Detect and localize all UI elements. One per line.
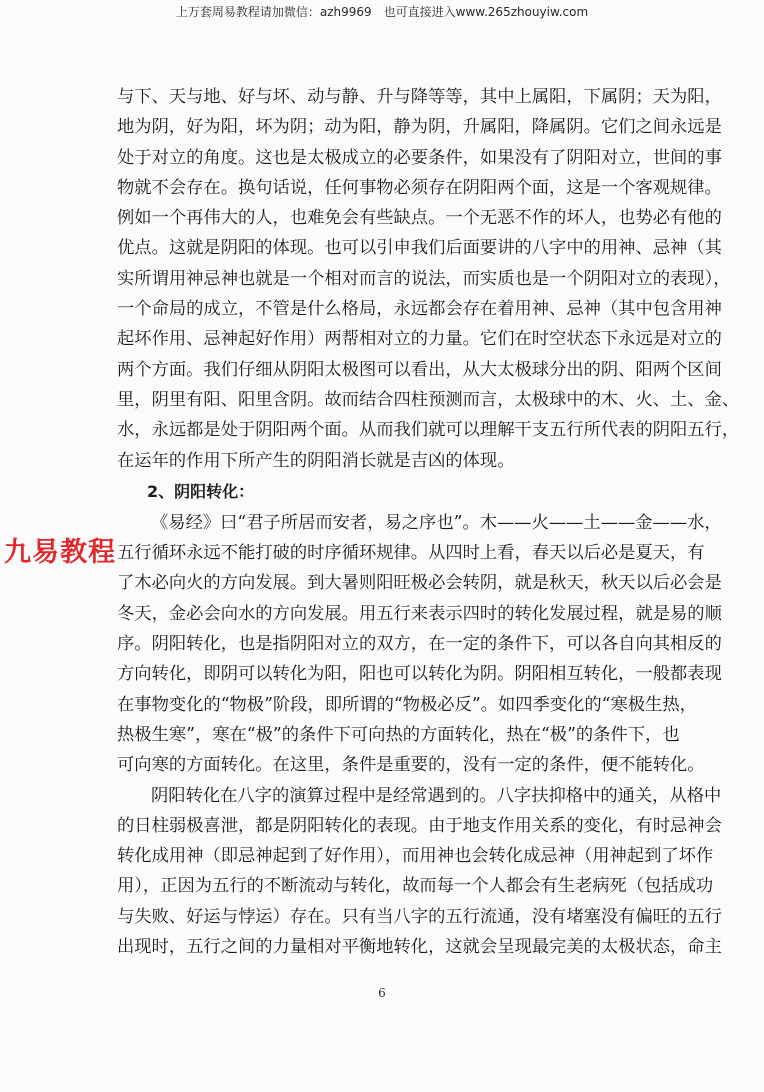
text-line: 地为阴，好为阳，坏为阴；动为阳，静为阴，升属阳，降属阴。它们之间永远是 (117, 117, 722, 138)
paragraph-bazi-transformation (117, 781, 722, 963)
text-line: 与下、天与地、好与坏、动与静、升与降等等，其中上属阳，下属阴；天为阳， (117, 87, 722, 107)
text-line: 的日柱弱极喜泄，都是阴阳转化的表现。由于地支作用关系的变化，有时忌神会 (117, 815, 722, 836)
text-line: 五行循环永远不能打破的时序循环规律。从四时上看，春天以后必是夏天，有 (117, 543, 705, 564)
text-line: 里，阴里有阳、阳里含阴。故而结合四柱预测而言，太极球中的木、火、土、金、 (117, 389, 740, 410)
paragraph-yin-yang-transformation (117, 508, 722, 781)
section-heading: 2、阴阳转化： (147, 481, 255, 501)
text-line: 了木必向火的方向发展。到大暑则阳旺极必会转阴，就是秋天，秋天以后必会是 (117, 573, 722, 594)
text-line: 序。阴阳转化，也是指阴阳对立的双方，在一定的条件下，可以各自向其相反的 (117, 634, 722, 655)
text-line: 与失败、好运与悖运）存在。只有当八字的五行流通，没有堵塞没有偏旺的五行 (117, 906, 722, 927)
page-number: 6 (378, 986, 386, 1000)
text-line: 方向转化，即阴可以转化为阳，阳也可以转化为阴。阴阳相互转化，一般都表现 (117, 664, 722, 685)
text-line: 热极生寒”，寒在“极”的条件下可向热的方面转化，热在“极”的条件下，也 (117, 724, 680, 745)
text-line: 物就不会存在。换句话说，任何事物必须存在阴阳两个面，这是一个客观规律。 (117, 177, 722, 198)
text-line: 水，永远都是处于阴阳两个面。从而我们就可以理解干支五行所代表的阴阳五行， (117, 420, 740, 441)
text-line: 起坏作用、忌神起好作用）两帮相对立的力量。它们在时空状态下永远是对立的 (117, 329, 722, 350)
text-line: 阴阳转化在八字的演算过程中是经常遇到的。八字扶抑格中的通关，从格中 (151, 785, 722, 806)
text-line: 两个方面。我们仔细从阴阳太极图可以看出，从大太极球分出的阴、阳两个区间 (117, 359, 722, 380)
paragraph-yin-yang-opposition (117, 82, 740, 476)
text-line: 冬天，金必会向水的方向发展。用五行来表示四时的转化发展过程，就是易的顺 (117, 603, 722, 624)
text-line: 出现时，五行之间的力量相对平衡地转化，这就会呈现最完美的太极状态，命主 (117, 937, 722, 958)
text-line: 例如一个再伟大的人，也难免会有些缺点。一个无恶不作的坏人，也势必有他的 (117, 208, 722, 229)
text-line: 可向寒的方面转化。在这里，条件是重要的，没有一定的条件，便不能转化。 (117, 755, 705, 776)
text-line: 转化成用神（即忌神起到了好作用），而用神也会转化成忌神（用神起到了坏作 (117, 846, 714, 867)
text-line: 优点。这就是阴阳的体现。也可以引申我们后面要讲的八字中的用神、忌神（其 (117, 238, 722, 259)
text-line: 用），正因为五行的不断流动与转化，故而每一个人都会有生老病死（包括成功 (117, 876, 714, 897)
text-line: 实所谓用神忌神也就是一个相对而言的说法，而实质也是一个阴阳对立的表现）， (117, 268, 731, 289)
page-body (117, 82, 740, 962)
text-line: 一个命局的成立，不管是什么格局，永远都会存在着用神、忌神（其中包含用神 (117, 299, 722, 320)
text-line: 《易经》曰“君子所居而安者，易之序也”。木——火——土——金——水， (151, 512, 722, 533)
text-line: 在事物变化的“物极”阶段，即所谓的“物极必反”。如四季变化的“寒极生热， (117, 694, 697, 715)
text-line: 处于对立的角度。这也是太极成立的必要条件，如果没有了阴阳对立，世间的事 (117, 147, 722, 168)
header-watermark: 上万套周易教程请加微信：azh9969 也可直接进入www.265zhouyiw.com (175, 5, 589, 19)
side-watermark-logo: 九易教程 (4, 537, 116, 568)
text-line: 在运年的作用下所产生的阴阳消长就是吉凶的体现。 (117, 450, 515, 471)
